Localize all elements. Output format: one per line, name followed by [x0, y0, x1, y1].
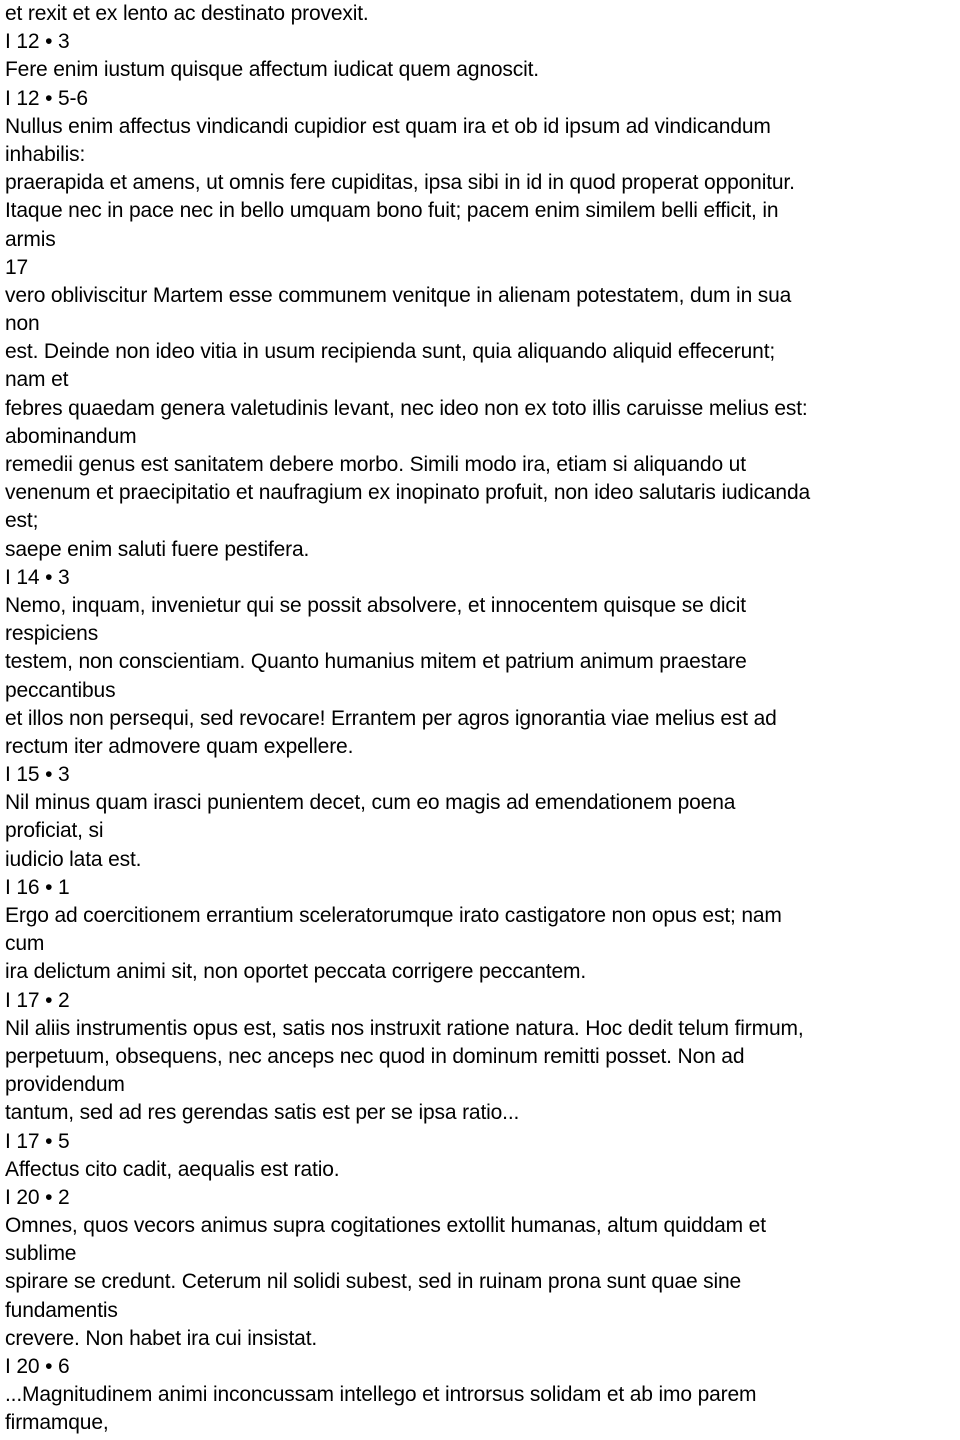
text-line: firmamque, [5, 1411, 109, 1435]
reference-marker: I 17 • 5 [5, 1129, 70, 1153]
text-line: respiciens [5, 622, 99, 646]
text-line: perpetuum, obsequens, nec anceps nec quod in dominum remitti posset. Non ad [5, 1044, 745, 1068]
text-line: inhabilis: [5, 142, 86, 166]
text-line: armis [5, 227, 56, 251]
text-line: proficiat, si [5, 819, 104, 843]
text-line: spirare se credunt. Ceterum nil solidi subest, sed in ruinam prona sunt quae sine [5, 1270, 742, 1294]
text-line: fundamentis [5, 1298, 118, 1322]
text-line: providendum [5, 1073, 125, 1097]
text-line: saepe enim saluti fuere pestifera. [5, 537, 310, 561]
reference-marker: I 12 • 3 [5, 30, 70, 54]
text-line: rectum iter admovere quam expellere. [5, 734, 354, 758]
text-line: est. Deinde non ideo vitia in usum recipienda sunt, quia aliquando aliquid effecerunt; [5, 340, 776, 364]
reference-marker: I 20 • 2 [5, 1185, 70, 1209]
text-line: Ergo ad coercitionem errantium sceleratorumque irato castigatore non opus est; nam [5, 904, 782, 927]
text-line: sublime [5, 1242, 77, 1266]
text-line: testem, non conscientiam. Quanto humanius mitem et patrium animum praestare [5, 650, 747, 674]
text-line: febres quaedam genera valetudinis levant, nec ideo non ex toto illis caruisse melius est: [5, 396, 808, 420]
text-line: et rexit et ex lento ac destinato provexit. [5, 2, 369, 25]
text-line: praerapida et amens, ut omnis fere cupiditas, ipsa sibi in id in quod properat opponitur. [5, 171, 795, 195]
text-line: ira delictum animi sit, non oportet peccata corrigere peccantem. [5, 960, 587, 984]
text-line: Nullus enim affectus vindicandi cupidior est quam ira et ob id ipsum ad vindicandum [5, 114, 771, 138]
page-number: 17 [5, 255, 29, 279]
reference-marker: I 14 • 3 [5, 565, 70, 589]
text-line: crevere. Non habet ira cui insistat. [5, 1326, 318, 1350]
text-line: Nil minus quam irasci punientem decet, cum eo magis ad emendationem poena [5, 791, 736, 815]
text-line: Affectus cito cadit, aequalis est ratio. [5, 1157, 340, 1181]
text-line: iudicio lata est. [5, 847, 142, 871]
text-line: venenum et praecipitatio et naufragium ex inopinato profuit, non ideo salutaris iudicanda [5, 481, 811, 505]
reference-marker: I 20 • 6 [5, 1355, 70, 1378]
reference-marker: I 17 • 2 [5, 988, 70, 1012]
text-line: Omnes, quos vecors animus supra cogitationes extollit humanas, altum quiddam et [5, 1214, 766, 1238]
text-line: nam et [5, 368, 69, 392]
reference-marker: I 16 • 1 [5, 875, 70, 899]
text-line: est; [5, 509, 39, 533]
text-line: Fere enim iustum quisque affectum iudicat quem agnoscit. [5, 58, 539, 82]
text-line: et illos non persequi, sed revocare! Errantem per agros ignorantia viae melius est ad [5, 706, 777, 730]
text-line: Itaque nec in pace nec in bello umquam bono fuit; pacem enim similem belli efficit, in [5, 199, 779, 223]
text-line: non [5, 312, 40, 336]
text-line: abominandum [5, 424, 137, 448]
reference-marker: I 12 • 5-6 [5, 86, 88, 110]
text-line: remedii genus est sanitatem debere morbo. Simili modo ira, etiam si aliquando ut [5, 453, 746, 476]
text-line: Nemo, inquam, invenietur qui se possit absolvere, et innocentem quisque se dicit [5, 593, 746, 617]
text-line: tantum, sed ad res gerendas satis est per se ipsa ratio... [5, 1101, 520, 1125]
reference-marker: I 15 • 3 [5, 763, 70, 787]
text-line: peccantibus [5, 678, 116, 702]
text-line: vero obliviscitur Martem esse communem venitque in alienam potestatem, dum in sua [5, 283, 792, 307]
text-line: cum [5, 932, 45, 956]
text-line: ...Magnitudinem animi inconcussam intellego et introrsus solidam et ab imo parem [5, 1383, 757, 1407]
text-line: Nil aliis instrumentis opus est, satis nos instruxit ratione natura. Hoc dedit telum firmum, [5, 1016, 804, 1040]
